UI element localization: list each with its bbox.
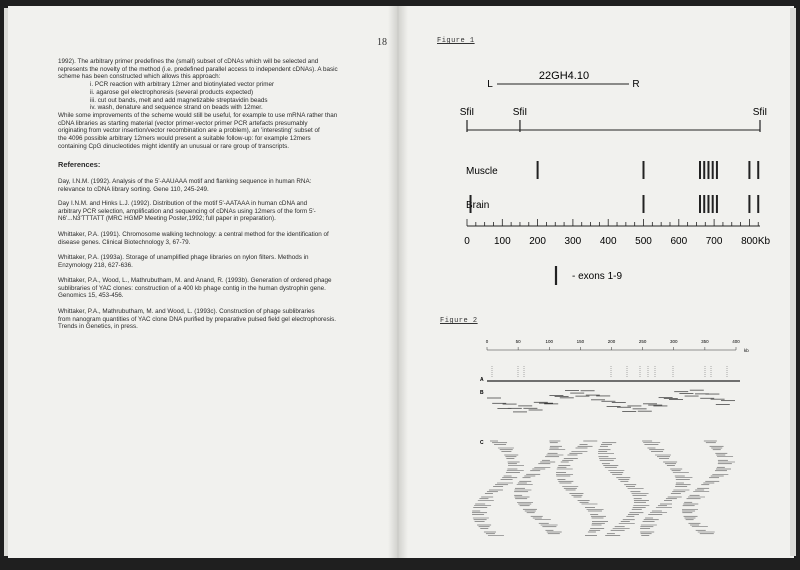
scheme-step: ii. agarose gel electrophoresis (several products expected) bbox=[90, 88, 254, 96]
axis-tick-label: 300 bbox=[564, 236, 582, 247]
sfi-site-label: SfiI bbox=[752, 107, 768, 118]
body-line: originating from vector insertion/vector recombination are a problem), an 'interesting' subset of bbox=[58, 127, 320, 135]
sfi-site-label: SfiI bbox=[459, 107, 475, 118]
figure2-axis-unit: kb bbox=[744, 348, 749, 353]
reference-line: sublibraries of YAC clones: construction of a 400 kb phage contig in the human dystrophin gene. bbox=[58, 284, 326, 292]
legend-label: - exons 1-9 bbox=[572, 271, 623, 282]
scheme-step: iii. cut out bands, melt and add magnetizable streptavidin beads bbox=[90, 96, 268, 104]
body-line: While some improvements of the scheme would still be useful, for example to use mRNA rather than bbox=[58, 111, 338, 119]
row-label-b: B bbox=[480, 390, 484, 396]
figure2-axis-tick-label: 200 bbox=[607, 339, 616, 344]
row-label-a: A bbox=[480, 377, 484, 383]
figure2-axis-tick-label: 100 bbox=[545, 339, 554, 344]
figure2-axis-tick-label: 0 bbox=[485, 339, 489, 344]
body-line: scheme has been constructed which allows this approach: bbox=[58, 73, 221, 81]
row-label-c: C bbox=[480, 440, 484, 446]
figure2-row-b-contig bbox=[487, 390, 735, 412]
right-arm-label: R bbox=[632, 79, 640, 90]
body-line: containing CpG dinucleotides might identify an unusual or rare group of transcripts. bbox=[58, 142, 290, 150]
reference-line: arbitrary PCR selection, amplification and sequencing of cDNAs using 12mers of the form 5'- bbox=[58, 207, 316, 215]
axis-unit: Kb bbox=[757, 236, 771, 247]
figure1-caption: Figure 1 bbox=[437, 37, 475, 45]
reference-line: Whittaker, P.A. (1991). Chromosome walking technology: a central method for the identification of bbox=[58, 231, 329, 238]
reference-line: Whittaker, P.A. (1993a). Storage of unamplified phage libraries on nylon filters. Methods in bbox=[58, 254, 309, 261]
reference-line: from nanogram quantities of YAC clone DNA purified by preparative pulsed field gel electrophoresis. bbox=[58, 315, 337, 323]
axis-tick-label: 700 bbox=[705, 236, 723, 247]
figure2-row-a bbox=[487, 366, 740, 381]
figure2-axis-tick-label: 400 bbox=[732, 339, 740, 344]
figure2-axis-tick-label: 350 bbox=[701, 339, 709, 344]
reference-line: disease genes. Clinical Biotechnology 3, 67-79. bbox=[58, 238, 191, 246]
figure2-axis-tick-label: 250 bbox=[638, 339, 647, 344]
axis-tick-label: 600 bbox=[670, 236, 688, 247]
reference-line: Trends in Genetics, in press. bbox=[58, 323, 138, 331]
reference-line: Whittaker, P.A., Mathrubutham, M. and Wood, L. (1993c). Construction of phage sublibraries bbox=[58, 308, 315, 315]
track-label: Brain bbox=[466, 200, 490, 211]
axis-tick-label: 100 bbox=[493, 236, 511, 247]
figure2-axis bbox=[486, 339, 741, 350]
sfi-site-label: SfiI bbox=[512, 107, 528, 118]
references-heading: References: bbox=[58, 160, 101, 169]
reference-line: N6'...N3'TTTATT (MRC HGMP Meeting Poster,1992; full paper in preparation). bbox=[58, 215, 276, 223]
figure2-row-c-clones bbox=[472, 441, 735, 536]
reference-line: Day I.N.M. and Hinks L.J. (1992). Distribution of the motif 5'-AATAAA in human cDNA and bbox=[58, 200, 308, 207]
body-line: the 4096 possible arbitrary 12mers would present a suitable follow-up: for example 12mers bbox=[58, 135, 311, 143]
reference-line: relevance to cDNA library sorting. Gene 110, 245-249. bbox=[58, 185, 209, 193]
left-arm-label: L bbox=[487, 79, 493, 90]
axis-tick-label: 800 bbox=[741, 236, 758, 247]
figure2-caption: Figure 2 bbox=[440, 317, 478, 325]
reference-line: Day, I.N.M. (1992). Analysis of the 5'-AAUAAA motif and flanking sequence in human RNA: bbox=[58, 178, 312, 185]
axis-tick-label: 500 bbox=[635, 236, 652, 247]
reference-line: Enzymology 218, 627-636. bbox=[58, 261, 133, 269]
yac-name: 22GH4.10 bbox=[538, 70, 590, 82]
figure2-axis-tick-label: 150 bbox=[576, 339, 585, 344]
scheme-step: i. PCR reaction with arbitrary 12mer and biotinylated vector primer bbox=[90, 81, 275, 89]
track-label: Muscle bbox=[466, 166, 498, 177]
axis-tick-label: 200 bbox=[529, 236, 546, 247]
reference-line: Genomics 15, 453-456. bbox=[58, 292, 124, 300]
page-number: 18 bbox=[377, 37, 387, 48]
body-line: 1992). The arbitrary primer predefines the (small) subset of cDNAs which will be selected and bbox=[58, 58, 319, 65]
axis-tick-label: 400 bbox=[599, 236, 617, 247]
body-line: represents the novelty of the method (i.e. predefined parallel access to independent cDNAs). A basic bbox=[58, 65, 338, 73]
axis-tick-label: 0 bbox=[464, 236, 470, 247]
reference-line: Whittaker, P.A., Wood, L., Mathrubutham, M. and Anand, R. (1993b). Generation of ordered phage bbox=[58, 277, 332, 284]
figure2-axis-tick-label: 300 bbox=[669, 339, 678, 344]
body-line: cDNA libraries as starting material (vector primer-vector primer PCR artefacts presumably bbox=[58, 119, 308, 127]
scheme-step: iv. wash, denature and sequence strand on beads with 12mer. bbox=[90, 104, 263, 112]
figure2-axis-tick-label: 50 bbox=[515, 339, 521, 344]
